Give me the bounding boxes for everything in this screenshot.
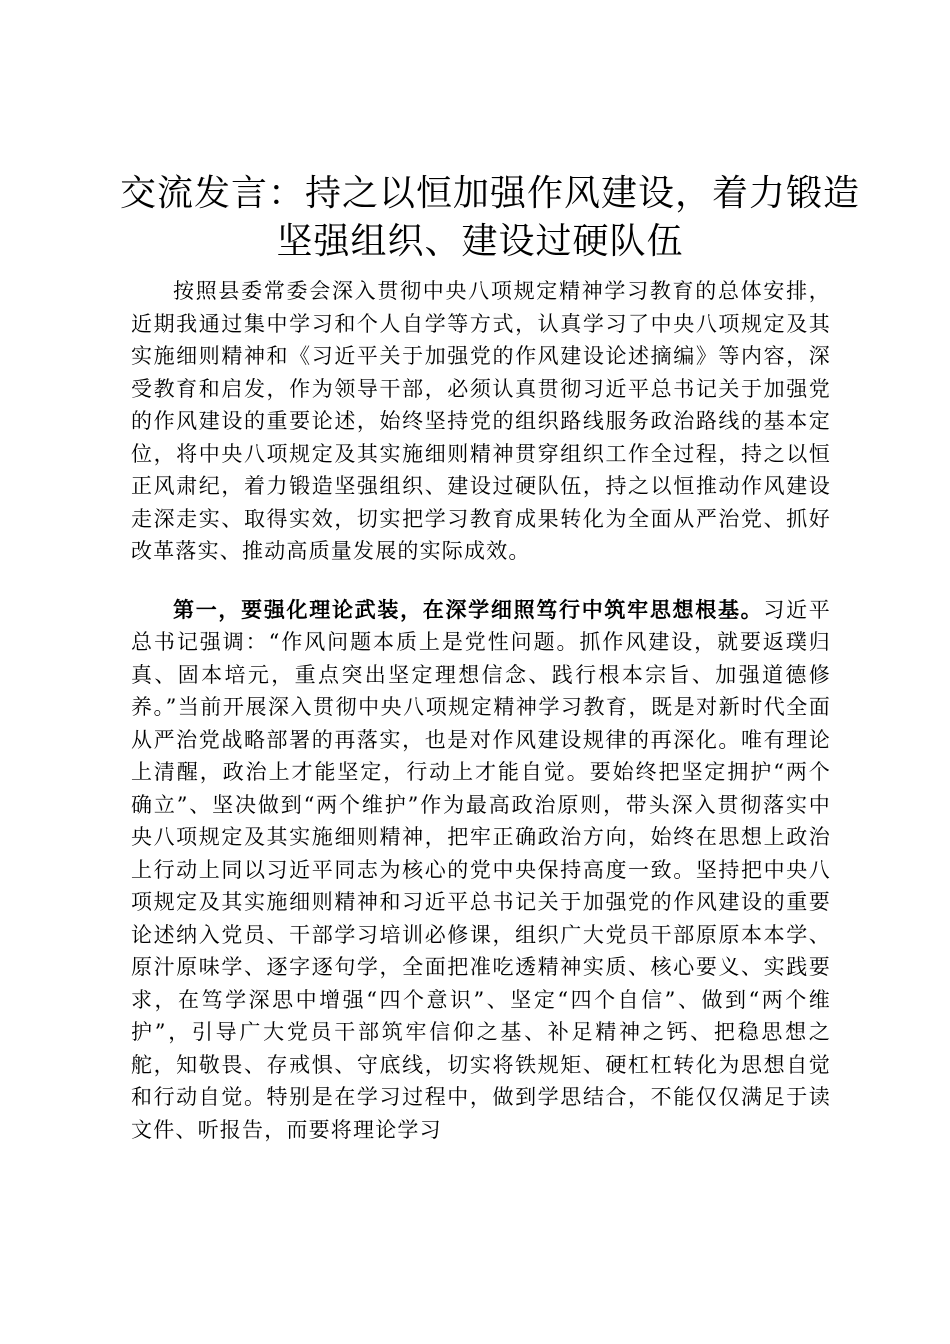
- title-line-2: 坚强组织、建设过硬队伍: [276, 221, 684, 262]
- title-line-1: 交流发言：持之以恒加强作风建设，着力锻造: [120, 173, 861, 214]
- section-one-text: 习近平总书记强调：“作风问题本质上是党性问题。抓作风建设，就要返璞归真、固本培元，重点突出坚定理想信念、践行根本宗旨、加强道德修养。”当前开展深入贯彻中央八项规定精神学习教育，既是对新时代全面从严治党战略部署的再落实，也是对作风建设规律的再深化。唯有理论上清醒，政治上才能坚定，行动上才能自觉。要始终把坚定拥护“两个确立”、坚决做到“两个维护”作为最高政治原则，带头深入贯彻落实中央八项规定及其实施细则精神，把牢正确政治方向，始终在思想上政治上行动上同以习近平同志为核心的党中央保持高度一致。坚持把中央八项规定及其实施细则精神和习近平总书记关于加强党的作风建设的重要论述纳入党员、干部学习培训必修课，组织广大党员干部原原本本学、原汁原味学、逐字逐句学，全面把准吃透精神实质、核心要义、实践要求，在笃学深思中增强“四个意识”、坚定“四个自信”、做到“两个维护”，引导广大党员干部筑牢信仰之基、补足精神之钙、把稳思想之舵，知敬畏、存戒惧、守底线，切实将铁规矩、硬杠杠转化为思想自觉和行动自觉。特别是在学习过程中，做到学思结合，不能仅仅满足于读文件、听报告，而要将理论学习: [131, 597, 831, 1142]
- document-title: [120, 170, 861, 266]
- intro-paragraph: 按照县委常委会深入贯彻中央八项规定精神学习教育的总体安排，近期我通过集中学习和个人自学等方式，认真学习了中央八项规定及其实施细则精神和《习近平关于加强党的作风建设论述摘编》等内容，深受教育和启发，作为领导干部，必须认真贯彻习近平总书记关于加强党的作风建设的重要论述，始终坚持党的组织路线服务政治路线的基本定位，将中央八项规定及其实施细则精神贯穿组织工作全过程，持之以恒正风肃纪，着力锻造坚强组织、建设过硬队伍，持之以恒推动作风建设走深走实、取得实效，切实把学习教育成果转化为全面从严治党、抓好改革落实、推动高质量发展的实际成效。: [131, 279, 831, 563]
- section-one-paragraph: [131, 594, 831, 1147]
- section-one-heading: 第一，要强化理论武装，在深学细照笃行中筑牢思想根基。: [173, 596, 764, 622]
- document-body: [131, 275, 831, 1146]
